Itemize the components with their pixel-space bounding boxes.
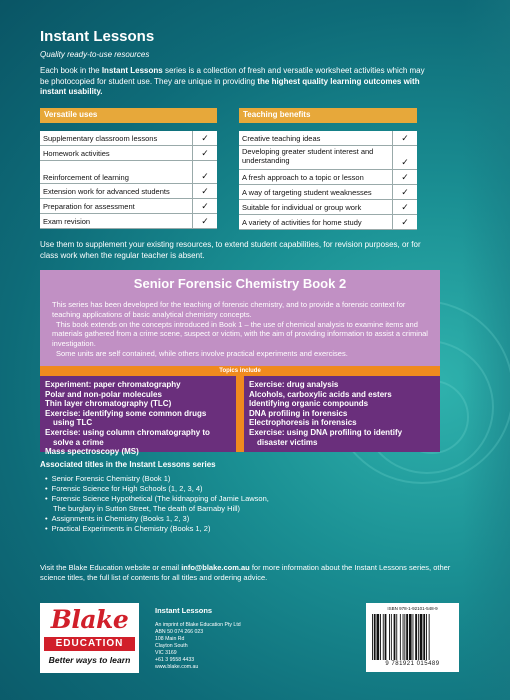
publisher-line: www.blake.com.au: [155, 664, 199, 670]
topic-item: Electrophoresis in forensics: [249, 418, 357, 428]
check-icon: ✓: [193, 184, 218, 199]
barcode-bar: [377, 614, 380, 660]
publisher-line: 108 Main Rd: [155, 636, 185, 642]
intro-paragraph: [40, 66, 435, 98]
barcode-bar: [391, 614, 392, 660]
check-icon: ✓: [193, 146, 218, 161]
check-icon: ✓: [193, 161, 218, 184]
barcode-bar: [426, 614, 427, 660]
associated-title-item: • Forensic Science for High Schools (1, 2, 3, 4): [45, 484, 269, 494]
book-title: Senior Forensic Chemistry Book 2: [133, 276, 347, 291]
uses-item: Exam revision: [40, 214, 193, 229]
barcode-bar: [406, 614, 408, 660]
topic-item: Experiment: paper chromatography: [45, 380, 181, 389]
logo-wordmark: Blake: [50, 605, 129, 634]
uses-item: Homework activities: [40, 146, 193, 161]
topic-item: disaster victims: [257, 437, 318, 447]
check-icon: ✓: [393, 215, 418, 230]
publisher-address: [155, 622, 241, 671]
barcode-bar: [403, 614, 404, 660]
topic-item: using TLC: [53, 418, 93, 428]
barcode-bar: [413, 614, 414, 660]
check-icon: ✓: [193, 199, 218, 214]
associated-title-item: • Practical Experiments in Chemistry (Books 1, 2): [45, 524, 269, 534]
description-paragraph: This series has been developed for the teaching of forensic chemistry, and to provide a forensic context for teaching applications of basic analytical chemistry concepts.: [52, 300, 406, 319]
check-icon: ✓: [193, 214, 218, 229]
topics-right-column: [244, 376, 440, 452]
topic-item: Exercise: drug analysis: [249, 380, 339, 389]
isbn-label: ISBN 978-1-92101-548-9: [387, 606, 438, 611]
publisher-line: An imprint of Blake Education Pty Ltd: [155, 622, 241, 628]
uses-item: Supplementary classroom lessons: [40, 131, 193, 146]
barcode-bar: [396, 614, 397, 660]
barcode-bar: [418, 614, 419, 660]
topic-item: Mass spectroscopy (MS): [45, 447, 139, 457]
topic-item: Polar and non-polar molecules: [45, 389, 162, 399]
publisher-series-title: Instant Lessons: [155, 606, 213, 615]
logo-tagline: Better ways to learn: [48, 655, 131, 665]
check-icon: ✓: [393, 131, 418, 146]
barcode-bar: [420, 614, 423, 660]
visit-text: for more information about the Instant Lessons series, other science titles, the full list of contents for all titles and ordering advice.: [40, 563, 451, 582]
topics-panel: [40, 376, 440, 457]
uses-item: Extension work for advanced students: [40, 184, 193, 199]
barcode-bar: [400, 614, 401, 660]
barcode-bar: [372, 614, 373, 660]
visit-paragraph: [40, 563, 460, 583]
intro-text: Each book in the: [40, 66, 102, 75]
benefits-item: Suitable for individual or group work: [239, 200, 393, 215]
description-paragraph: This book extends on the concepts introduced in Book 1 – the use of chemical analysis to examine items and materials gathered from a crime scene, suspect or victim, with the aim of providing information to assist a criminal investigation.: [52, 319, 428, 349]
benefits-item: Developing greater student interest and understanding: [239, 146, 393, 170]
logo-education-bar: EDUCATION: [44, 637, 135, 651]
associated-titles-heading: Associated titles in the Instant Lessons series: [40, 460, 216, 469]
check-icon: ✓: [393, 170, 418, 185]
benefits-item: Creative teaching ideas: [239, 131, 393, 146]
series-subtitle: Quality ready-to-use resources: [40, 50, 150, 59]
check-icon: ✓: [193, 131, 218, 146]
versatile-uses-heading: Versatile uses: [40, 108, 217, 123]
publisher-line: +61 3 9558 4433: [155, 657, 195, 663]
barcode-bar: [409, 614, 412, 660]
benefits-item: A variety of activities for home study: [239, 215, 393, 230]
check-icon: ✓: [393, 200, 418, 215]
intro-bold-outcome: the highest quality learning outcomes with instant usability.: [40, 76, 420, 96]
topic-item: Exercise: using DNA profiling to identify: [249, 427, 403, 437]
uses-item: Reinforcement of learning: [40, 161, 193, 184]
benefits-item: A way of targeting student weaknesses: [239, 185, 393, 200]
associated-titles-list: [45, 474, 269, 534]
topic-item: DNA profiling in forensics: [249, 408, 348, 418]
barcode-bar: [389, 614, 390, 660]
associated-title-item: • Assignments in Chemistry (Books 1, 2, 3): [45, 514, 269, 524]
barcode-bar: [380, 614, 381, 660]
barcode-bar: [423, 614, 425, 660]
intro-bold-series: Instant Lessons: [101, 66, 163, 75]
barcode-bar: [394, 614, 396, 660]
book-description-panel: [40, 270, 440, 366]
barcode-bars: [372, 614, 453, 660]
teaching-benefits-heading: Teaching benefits: [239, 108, 417, 123]
barcode-digits: 9 781921 015489: [385, 661, 440, 667]
topic-item: Identifying organic compounds: [249, 399, 369, 409]
topic-item: solve a crime: [53, 437, 104, 447]
publisher-line: Clayton South: [155, 643, 188, 649]
series-title: Instant Lessons: [40, 28, 155, 45]
intro-text: series is a collection of fresh and versatile worksheet activities which may be photocopied for student use. They are unique in providing: [40, 66, 425, 86]
topic-item: Exercise: identifying some common drugs: [45, 408, 207, 418]
topics-left-column: [40, 376, 236, 457]
topic-item: Exercise: using column chromatography to: [45, 427, 210, 437]
isbn-barcode: [366, 603, 459, 672]
use-paragraph: Use them to supplement your existing resources, to extend student capabilities, for revision purposes, or for class work when the regular teacher is absent.: [40, 240, 421, 260]
topics-heading: Topics include: [40, 366, 440, 376]
blake-education-logo: [40, 603, 139, 673]
barcode-bar: [429, 614, 430, 660]
barcode-bar: [404, 614, 405, 660]
barcode-bar: [415, 614, 417, 660]
barcode-bar: [383, 614, 384, 660]
check-icon: ✓: [393, 146, 418, 170]
topic-item: Alcohols, carboxylic acids and esters: [249, 389, 392, 399]
barcode-bar: [374, 614, 376, 660]
benefits-item: A fresh approach to a topic or lesson: [239, 170, 393, 185]
associated-title-item: • Senior Forensic Chemistry (Book 1): [45, 474, 269, 484]
teaching-benefits-table: [239, 108, 417, 230]
publisher-line: VIC 3169: [155, 650, 177, 656]
uses-item: Preparation for assessment: [40, 199, 193, 214]
book-description: [52, 300, 432, 359]
email-link[interactable]: info@blake.com.au: [181, 563, 250, 572]
description-paragraph: Some units are self contained, while others involve practical experiments and exercises.: [56, 348, 348, 358]
associated-title-continuation: The burglary in Sutton Street, The death of Barnaby Hill): [53, 504, 241, 513]
topic-item: Thin layer chromatography (TLC): [45, 399, 172, 409]
check-icon: ✓: [393, 185, 418, 200]
visit-text: Visit the Blake Education website or email: [40, 563, 182, 572]
barcode-bar: [385, 614, 387, 660]
publisher-line: ABN 50 074 266 023: [155, 629, 204, 635]
associated-title-item: • Forensic Science Hypothetical (The kidnapping of Jamie Lawson,: [45, 494, 269, 504]
versatile-uses-table: [40, 108, 217, 229]
